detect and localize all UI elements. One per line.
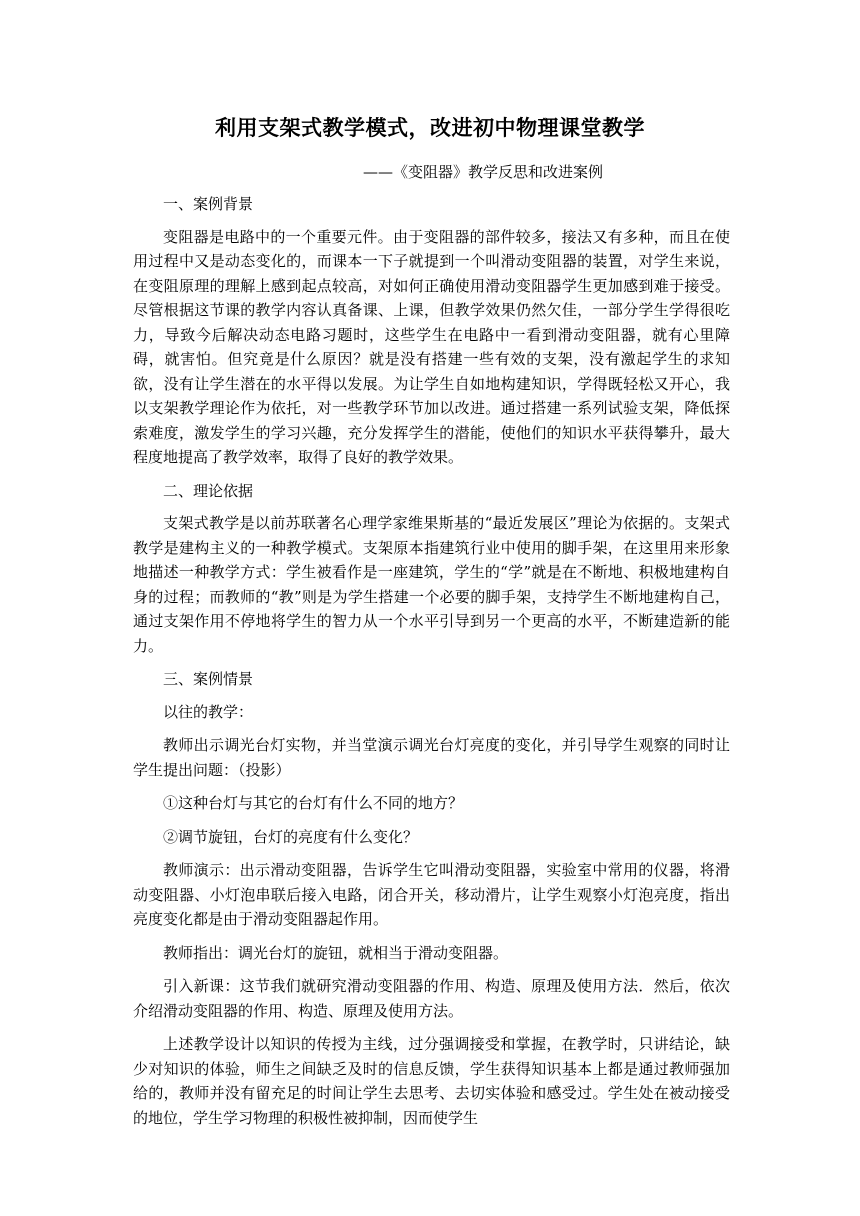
- body-paragraph: 引入新课：这节我们就研究滑动变阻器的作用、构造、原理及使用方法．然后，依次介绍滑动变阻器的作用、构造、原理及使用方法。: [133, 977, 730, 1020]
- body-paragraph: 教师出示调光台灯实物，并当堂演示调光台灯亮度的变化，并引导学生观察的同时让学生提出问题：（投影）: [133, 736, 730, 779]
- body-paragraph: 变阻器是电路中的一个重要元件。由于变阻器的部件较多，接法又有多种，而且在使用过程中又是动态变化的，而课本一下子就提到一个叫滑动变阻器的装置，对学生来说，在变阻原理的理解上感到起点较高，对如何正确使用滑动变阻器学生更加感到难于接受。尽管根据这节课的教学内容认真备课、上课，但教学效果仍然欠佳，一部分学生学得很吃力，导致今后解决动态电路习题时，这些学生在电路中一看到滑动变阻器，就有心里障碍，就害怕。但究竟是什么原因？就是没有搭建一些有效的支架，没有激起学生的求知欲，没有让学生潜在的水平得以发展。为让学生自如地构建知识，学得既轻松又开心，我以支架教学理论作为依托，对一些教学环节加以改进。通过搭建一系列试验支架，降低探索难度，激发学生的学习兴趣，充分发挥学生的潜能，使他们的知识水平获得攀升，最大程度地提高了教学效率，取得了良好的教学效果。: [133, 227, 730, 466]
- body-paragraph: ②调节旋钮，台灯的亮度有什么变化？: [163, 827, 419, 846]
- section-heading: 二、理论依据: [163, 481, 254, 500]
- body-paragraph: 上述教学设计以知识的传授为主线，过分强调接受和掌握，在教学时，只讲结论，缺少对知识的体验，师生之间缺乏及时的信息反馈，学生获得知识基本上都是通过教师强加给的，教师并没有留充足的时间让学生去思考、去切实体验和感受过。学生处在被动接受的地位，学生学习物理的积极性被抑制，因而使学生: [133, 1035, 730, 1127]
- body-paragraph: 教师指出：调光台灯的旋钮，就相当于滑动变阻器。: [163, 943, 509, 962]
- section-heading: 一、案例背景: [163, 195, 254, 213]
- section-heading: 三、案例情景: [163, 670, 254, 688]
- document-title: 利用支架式教学模式，改进初中物理课堂教学: [215, 116, 645, 140]
- document-subtitle: ——《变阻器》教学反思和改进案例: [363, 163, 604, 181]
- body-paragraph: 支架式教学是以前苏联著名心理学家维果斯基的“最近发展区”理论为依据的。支架式教学是建构主义的一种教学模式。支架原本指建筑行业中使用的脚手架，在这里用来形象地描述一种教学方式：学生被看作是一座建筑，学生的“学”就是在不断地、积极地建构自身的过程；而教师的“教”则是为学生搭建一个必要的脚手架，支持学生不断地建构自己，通过支架作用不停地将学生的智力从一个水平引导到另一个更高的水平，不断建造新的能力。: [133, 514, 730, 655]
- document-body: [133, 192, 730, 1139]
- body-paragraph: ①这种台灯与其它的台灯有什么不同的地方？: [163, 794, 464, 812]
- body-paragraph: 教师演示：出示滑动变阻器，告诉学生它叫滑动变阻器，实验室中常用的仪器，将滑动变阻器、小灯泡串联后接入电路，闭合开关，移动滑片，让学生观察小灯泡亮度，指出亮度变化都是由于滑动变阻器起作用。: [133, 861, 730, 928]
- body-paragraph: 以往的教学：: [163, 702, 254, 721]
